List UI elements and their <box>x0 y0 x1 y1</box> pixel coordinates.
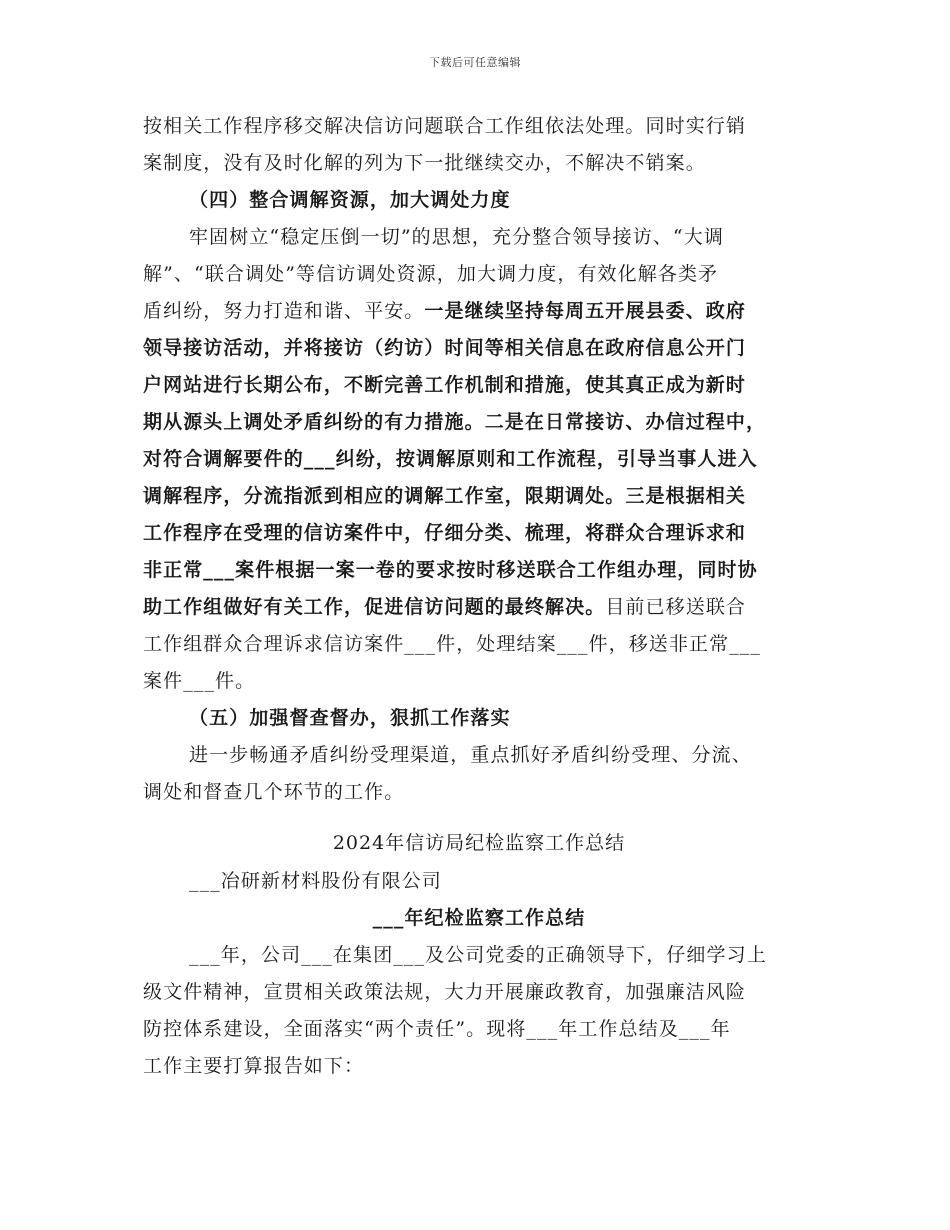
body-line: 按相关工作程序移交解决信访问题联合工作组依法处理。同时实行销 <box>143 115 747 137</box>
body-line-bold: 调解程序，分流指派到相应的调解工作室，限期调处。三是根据相关 <box>143 485 747 507</box>
body-line <box>143 589 815 626</box>
section-heading-4: （四）整合调解资源，加大调处力度 <box>189 189 511 211</box>
body-line: ___年，公司___在集团___及公司党委的正确领导下，仔细学习上 <box>189 944 767 966</box>
body-line-normal: 目前已移送联合 <box>605 596 747 618</box>
spacer <box>143 811 815 823</box>
body-line-bold: 对符合调解要件的___纠纷，按调解原则和工作流程，引导当事人进入 <box>143 448 758 470</box>
body-line-bold: 一是继续坚持每周五开展县委、政府 <box>424 300 747 322</box>
body-line-bold: 工作程序在受理的信访案件中，仔细分类、梳理，将群众合理诉求和 <box>143 522 747 544</box>
body-line: 防控体系建设，全面落实“两个责任”。现将___年工作总结及___年 <box>143 1018 731 1040</box>
body-line: 级文件精神，宣贯相关政策法规，大力开展廉政教育，加强廉洁风险 <box>143 981 747 1003</box>
page-header: 下载后可任意编辑 <box>429 56 521 69</box>
document-title: 2024年信访局纪检监察工作总结 <box>332 832 626 854</box>
body-line: 调处和督查几个环节的工作。 <box>143 781 405 803</box>
body-line-bold: 助工作组做好有关工作，促进信访问题的最终解决。 <box>143 596 606 618</box>
body-line: 进一步畅通矛盾纠纷受理渠道，重点抓好矛盾纠纷受理、分流、 <box>189 744 752 766</box>
body-line <box>143 293 815 330</box>
body-line: 案件___件。 <box>143 670 256 692</box>
body-line: 案制度，没有及时化解的列为下一批继续交办，不解决不销案。 <box>143 152 706 174</box>
body-line-bold: 期从源头上调处矛盾纠纷的有力措施。二是在日常接访、办信过程中， <box>143 411 767 433</box>
body-line: 解”、“联合调处”等信访调处资源，加大调力度，有效化解各类矛 <box>143 263 719 285</box>
body-line-bold: 领导接访活动，并将接访（约访）时间等相关信息在政府信息公开门 <box>143 337 747 359</box>
section-heading-5: （五）加强督查督办，狠抓工作落实 <box>189 707 511 729</box>
body-line: 工作主要打算报告如下： <box>143 1055 365 1077</box>
document-body <box>143 108 815 1085</box>
body-line: 工作组群众合理诉求信访案件___件，处理结案___件，移送非正常___ <box>143 633 762 655</box>
company-name: ___冶研新材料股份有限公司 <box>189 870 442 892</box>
body-line: 牢固树立“稳定压倒一切”的思想，充分整合领导接访、“大调 <box>189 226 724 248</box>
body-line-bold: 户网站进行长期公布，不断完善工作机制和措施，使其真正成为新时 <box>143 374 747 396</box>
document-subtitle: ___年纪检监察工作总结 <box>372 907 586 929</box>
body-line-bold: 非正常___案件根据一案一卷的要求按时移送联合工作组办理，同时协 <box>143 559 758 581</box>
body-line-normal: 盾纠纷，努力打造和谐、平安。 <box>143 300 425 322</box>
